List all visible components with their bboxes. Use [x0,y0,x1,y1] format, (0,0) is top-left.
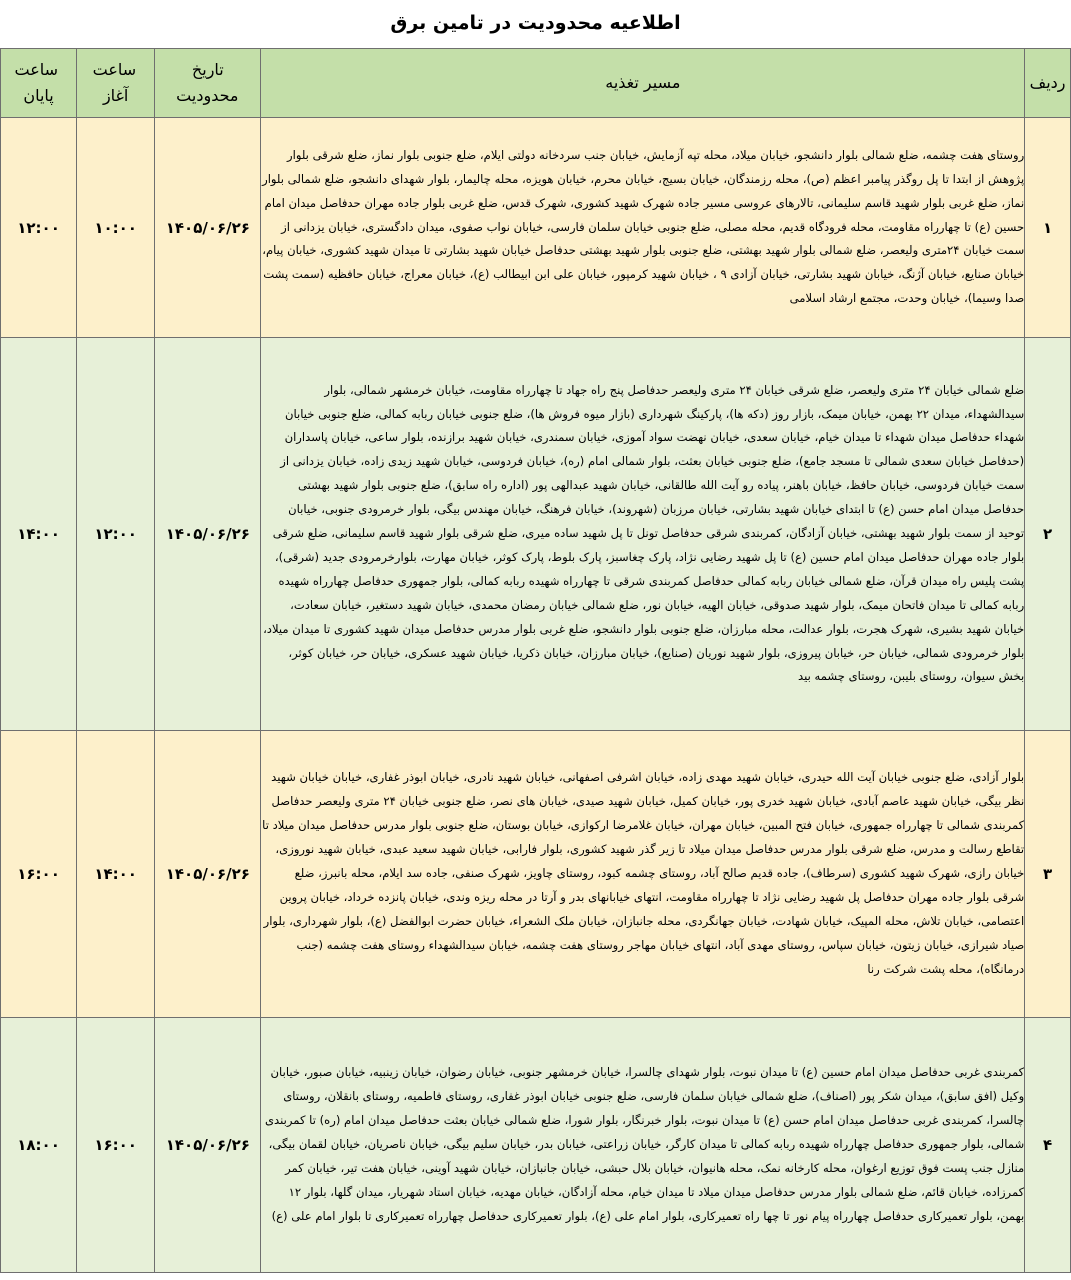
start-time: ۱۰:۰۰ [94,218,137,237]
outage-date: ۱۴۰۵/۰۶/۲۶ [165,525,250,543]
table-header-row [1,49,1071,118]
start-time: ۱۶:۰۰ [94,1136,137,1154]
end-time: ۱۴:۰۰ [17,525,60,543]
row-number: ۲ [1025,338,1071,731]
start-time: ۱۲:۰۰ [94,525,137,543]
end-time: ۱۸:۰۰ [17,1136,60,1154]
table-row [1,118,1071,338]
route-areas: کمربندی غربی حدفاصل میدان امام حسین (ع) تا میدان نبوت، بلوار شهدای چالسرا، خیابان خرمشهر جنوبی، خیابان رضوان، خیابان زینبیه، خیابان صبور، خیابان وکیل (افق سابق)، میدان شکر پور (اصناف)، ضلع شمالی خیابان سلمان فارسی، ضلع جنوبی خیابان ابوذر غفاری، روستای فاطمیه، روستای بانقلان، روستای چالسرا، کمربندی غربی حدفاصل میدان امام حسن (ع) تا میدان نبوت، بلوار خبرنگار، بلوار شورا، ضلع شمالی خیابان بعثت حدفاصل میدان امام (ره) تا کمربندی شمالی، بلوار جمهوری حدفاصل چهارراه شهیده ربابه کمالی تا میدان کارگر، خیابان زراعتی، خیابان بدر، خیابان سلیم بیگی، خیابان ناصریان، خیابان لقمان بیگی، منازل جنب پست فوق توزیع ارغوان، محله کارخانه نمک، محله هانیوان، خیابان بلال حبشی، خیابان جانبازان، خیابان شهید آوینی، خیابان هفت تیر، خیابان کمر کمرزاده، خیابان قائم، ضلع شمالی بلوار مدرس حدفاصل میدان میلاد تا میدان خیام، محله آزادگان، خیابان مهدیه، خیابان استاد شهریار، میدان گلها، بلوار ۱۲ بهمن، بلوار تعمیرکاری حدفاصل چهارراه پیام نور تا چها راه تعمیرکاری، بلوار امام علی (ع)، بلوار تعمیرکاری حدفاصل چهارراه تعمیرکاری تا بلوار امام علی (ع) [261,1018,1025,1273]
table-row [1,731,1071,1018]
table-row [1,338,1071,731]
route-areas: ضلع شمالی خیابان ۲۴ متری ولیعصر، ضلع شرقی خیابان ۲۴ متری ولیعصر حدفاصل پنج راه جهاد تا چهارراه مقاومت، خیابان خرمشهر شمالی، بلوار سیدالشهداء، میدان ۲۲ بهمن، خیابان میمک، بازار روز (دکه ها)، پارکینگ شهرداری (بازار میوه فروش ها)، ضلع جنوبی خیابان ربابه کمالی، ضلع جنوبی خیابان شهداء حدفاصل میدان شهداء تا میدان خیام، خیابان سعدی، خیابان نهضت سواد آموزی، خیابان سمندری، خیابان شهید برازنده، بلوار ساعی، خیابان پاسداران (حدفاصل خیابان سعدی شمالی تا مسجد جامع)، ضلع جنوبی خیابان بعثت، بلوار شمالی امام (ره)، خیابان فردوسی، خیابان شهید زیدی زاده، خیابان یزدانی از سمت خیابان فردوسی، خیابان حافظ، خیابان باهنر، پیاده رو آیت الله طالقانی، خیابان شهید عبدالهی پور (اداره راه سابق)، ضلع جنوبی بلوار شهید بهشتی حدفاصل میدان امام حسن (ع) تا ابتدای خیابان شهید بشارتی، خیابان مرزبان (شهروند)، خیابان فرهنگ، خیابان مهندس بیگی، بلوار خرمرودی جنوبی، خیابان توحید از سمت بلوار شهید بهشتی، خیابان آزادگان، کمربندی شرقی حدفاصل تونل تا پل شهید ساده میری، ضلع شرقی بلوار شهید قاسم سلیمانی، ضلع شرقی بلوار جاده مهران حدفاصل میدان امام حسین (ع) تا پل شهید رضایی نژاد، پارک چغاسبز، پارک بلوط، پارک کوثر، خیابان مهارت، بلوارخرمرودی جدید (شرقی)، پشت پلیس راه میدان قرآن، ضلع شمالی خیابان ربابه کمالی حدفاصل کمربندی شرقی تا چهارراه شهیده ربابه کمالی، بلوار جمهوری حدفاصل چهارراه شهیده ربابه کمالی تا میدان فاتحان میمک، بلوار شهید صدوقی، خیابان الهیه، خیابان نور، ضلع شمالی خیابان رمضان محمدی، خیابان شهید دستغیر، خیابان سعادت، خیابان شهید بشیری، شهرک هجرت، بلوار عدالت، محله مبارزان، ضلع جنوبی بلوار دانشجو، ضلع غربی بلوار مدرس حدفاصل میدان شهید کشوری تا میدان میلاد، بلوار خرمرودی شمالی، خیابان حر، خیابان پیروزی، بلوار شهید نوریان (صنایع)، خیابان مبارزان، خیابان ذکریا، خیابان شهید عسکری، خیابان حر، خیابان کوثر، بخش سیوان، روستای بلیبن، روستای چشمه بید [261,338,1025,731]
header-row-number: ردیف [1025,49,1071,118]
start-time: ۱۴:۰۰ [94,865,137,883]
outage-date: ۱۴۰۵/۰۶/۲۶ [165,218,250,237]
table-row [1,1018,1071,1273]
outage-date: ۱۴۰۵/۰۶/۲۶ [165,865,250,883]
row-number: ۱ [1025,118,1071,338]
route-areas: بلوار آزادی، ضلع جنوبی خیابان آیت الله حیدری، خیابان شهید مهدی زاده، خیابان اشرفی اصفهانی، خیابان شهید نادری، خیابان ابوذر غفاری، خیابان خیابان شهید نظر بیگی، خیابان شهید عاصم آبادی، خیابان شهید خدری پور، خیابان کمیل، خیابان شهید صیدی، خیابان های نصر، ضلع جنوبی خیابان ۲۴ متری ولیعصر حدفاصل کمربندی شمالی تا چهارراه جمهوری، خیابان فتح المبین، خیابان مهران، خیابان غلامرضا ارکوازی، خیابان بوستان، ضلع جنوبی بلوار مدرس حدفاصل میدان میلاد تا تقاطع رسالت و مدرس، ضلع شرقی بلوار مدرس حدفاصل میدان میلاد تا زیر گذر شهید کشوری، بلوار فارابی، خیابان شهید سعید عبدی، خیابان شهید نوروزی، خیابان رازی، شهرک شهید کشوری (سرطاف)، جاده قدیم صالح آباد، روستای چشمه کبود، روستای چاویز، شهرک صنفی، جاده سد ایلام، محله بانبرز، ضلع شرقی بلوار جاده مهران حدفاصل پل شهید رضایی نژاد تا چهارراه مقاومت، انتهای خیابانهای بدر و آرتا در محله ریزه وندی، خیابان پانزده خرداد، خیابان پروین اعتصامی، خیابان تلاش، محله المپیک، خیابان شهادت، خیابان جهانگردی، محله جانبازان، خیابان ملک الشعراء، خیابان حضرت ابوالفضل (ع)، بلوار شهرداری، بلوار صیاد شیرازی، خیابان زیتون، خیابان سپاس، روستای مهدی آباد، انتهای خیابان مهاجر روستای هفت چشمه، خیابان سیدالشهداء روستای هفت چشمه (جنب درمانگاه)، محله پشت شرکت رنا [261,731,1025,1018]
header-date: تاریخ محدودیت [155,49,261,118]
route-areas: روستای هفت چشمه، ضلع شمالی بلوار دانشجو، خیابان میلاد، محله تپه آزمایش، خیابان جنب سردخانه دولتی ایلام، ضلع جنوبی بلوار نماز، ضلع شرقی بلوار پژوهش از ابتدا تا پل روگذر پیامبر اعظم (ص)، محله رزمندگان، خیابان بسیج، خیابان محرم، خیابان هویزه، محله چالیمار، بلوار شهدای دانشجو، ضلع شمالی بلوار نماز، ضلع غربی بلوار شهید قاسم سلیمانی، تالارهای عروسی مسیر جاده شهرک شهید کشوری، شهرک قدس، ضلع غربی بلوار جاده مهران حدفاصل میدان امام حسین (ع) تا چهارراه مقاومت، محله فرودگاه قدیم، محله مصلی، ضلع جنوبی خیابان سلمان فارسی، خیابان نواب صفوی، میدان دادگستری، خیابان یزدانی از سمت خیابان ۲۴متری ولیعصر، ضلع شمالی بلوار شهید بهشتی، ضلع جنوبی بلوار شهید بهشتی حدفاصل خیابان شهید بشارتی تا میدان شهید کشوری، خیابان پیام، خیابان صنایع، خیابان آژنگ، خیابان شهید بشارتی، خیابان آزادی ۹ ، خیابان شهید کرمپور، خیابان علی ابن ابیطالب (ع)، خیابان معراج، خیابان حافظیه (سمت پشت صدا وسیما)، خیابان وحدت، مجتمع ارشاد اسلامی [261,118,1025,338]
header-start-time: ساعت آغاز [77,49,155,118]
page-title: اطلاعیه محدودیت در تامین برق [390,12,681,34]
row-number: ۳ [1025,731,1071,1018]
end-time: ۱۶:۰۰ [17,865,60,883]
header-end-time: ساعت پایان [1,49,77,118]
header-route: مسیر تغذیه [261,49,1025,118]
end-time: ۱۲:۰۰ [17,218,60,237]
row-number: ۴ [1025,1018,1071,1273]
outage-table [0,48,1071,1273]
outage-date: ۱۴۰۵/۰۶/۲۶ [165,1136,250,1154]
